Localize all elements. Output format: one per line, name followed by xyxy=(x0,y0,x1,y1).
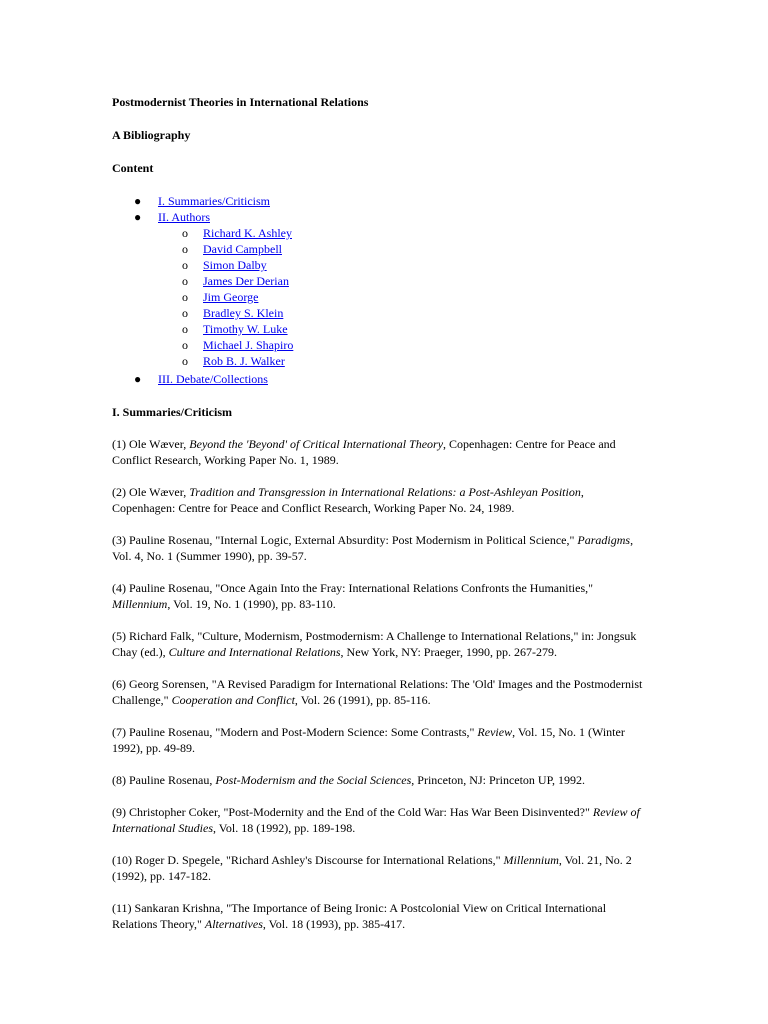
author-link-ashley[interactable]: Richard K. Ashley xyxy=(203,226,292,240)
circle-bullet-icon: o xyxy=(182,258,188,272)
toc-subitem xyxy=(158,257,652,273)
bib-entry xyxy=(112,900,647,932)
entry-text: , New York, NY: Praeger, 1990, pp. 267-279. xyxy=(340,645,557,659)
entry-text: (11) Sankaran Krishna, "The Importance of Being Ironic: A Postcolonial View on Critical International Relations Theory," xyxy=(112,901,607,931)
toc-item-authors xyxy=(112,209,652,369)
entry-text: , Vol. 18 (1993), pp. 385-417. xyxy=(262,917,406,931)
author-link-campbell[interactable]: David Campbell xyxy=(203,242,282,256)
entry-text: , Copenhagen: Centre for Peace and Conflict Research, Working Paper No. 1, 1989. xyxy=(112,437,616,467)
bib-entry xyxy=(112,436,647,468)
entry-text: (1) Ole Wæver, xyxy=(112,437,190,451)
document-body xyxy=(112,94,652,948)
bullet-icon: ● xyxy=(134,210,142,224)
page-subtitle: A Bibliography xyxy=(112,128,191,142)
circle-bullet-icon: o xyxy=(182,322,188,336)
bullet-icon: ● xyxy=(134,194,142,208)
bib-entry xyxy=(112,804,647,836)
content-heading: Content xyxy=(112,161,154,175)
entry-title: Review of International Studies xyxy=(112,805,640,835)
toc-subitem xyxy=(158,353,652,369)
entry-title: Culture and International Relations xyxy=(168,645,341,659)
toc-subitem xyxy=(158,321,652,337)
circle-bullet-icon: o xyxy=(182,242,188,256)
toc-item-summaries xyxy=(112,193,652,209)
toc-subitem xyxy=(158,273,652,289)
entry-title: Alternatives xyxy=(204,917,263,931)
entry-title: Review xyxy=(477,725,513,739)
toc-link-authors[interactable]: II. Authors xyxy=(158,210,210,224)
toc-link-summaries[interactable]: I. Summaries/Criticism xyxy=(158,194,270,208)
bib-entry xyxy=(112,772,647,788)
entry-text: (9) Christopher Coker, "Post-Modernity and the End of the Cold War: Has War Been Disinvented?" xyxy=(112,805,593,819)
entry-title: Cooperation and Conflict xyxy=(171,693,295,707)
toc-subitem xyxy=(158,225,652,241)
entry-text: (4) Pauline Rosenau, "Once Again Into the Fray: International Relations Confronts the Humanities," xyxy=(112,581,594,595)
entry-title: Millennium xyxy=(503,853,559,867)
author-link-luke[interactable]: Timothy W. Luke xyxy=(203,322,288,336)
bib-entry xyxy=(112,852,647,884)
entry-text: (5) Richard Falk, "Culture, Modernism, Postmodernism: A Challenge to International Relations," in: Jongsuk Chay (ed.), xyxy=(112,629,637,659)
entry-title: Tradition and Transgression in International Relations: a Post-Ashleyan Position xyxy=(189,485,581,499)
entry-text: (2) Ole Wæver, xyxy=(112,485,190,499)
entry-text: , Vol. 26 (1991), pp. 85-116. xyxy=(294,693,431,707)
toc-subitem xyxy=(158,305,652,321)
author-link-shapiro[interactable]: Michael J. Shapiro xyxy=(203,338,294,352)
entry-text: (7) Pauline Rosenau, "Modern and Post-Modern Science: Some Contrasts," xyxy=(112,725,478,739)
toc-item-debate xyxy=(112,371,652,387)
bib-entry xyxy=(112,484,647,516)
bib-entry xyxy=(112,676,647,708)
bib-entry xyxy=(112,580,647,612)
author-link-der-derian[interactable]: James Der Derian xyxy=(203,274,289,288)
toc-subitem xyxy=(158,337,652,353)
circle-bullet-icon: o xyxy=(182,338,188,352)
bib-entry xyxy=(112,724,647,756)
bullet-icon: ● xyxy=(134,372,142,386)
page-title: Postmodernist Theories in International Relations xyxy=(112,95,369,109)
entry-text: , Copenhagen: Centre for Peace and Conflict Research, Working Paper No. 24, 1989. xyxy=(112,485,584,515)
entry-text: (6) Georg Sorensen, "A Revised Paradigm for International Relations: The 'Old' Images and the Postmodernist Challenge," xyxy=(112,677,643,707)
entry-text: , Princeton, NJ: Princeton UP, 1992. xyxy=(411,773,585,787)
bib-entry xyxy=(112,532,647,564)
entry-text: (3) Pauline Rosenau, "Internal Logic, External Absurdity: Post Modernism in Political Science," xyxy=(112,533,578,547)
entry-title: Post-Modernism and the Social Sciences xyxy=(215,773,412,787)
circle-bullet-icon: o xyxy=(182,290,188,304)
author-link-dalby[interactable]: Simon Dalby xyxy=(203,258,267,272)
toc-subitem xyxy=(158,289,652,305)
author-link-klein[interactable]: Bradley S. Klein xyxy=(203,306,284,320)
section-heading-summaries: I. Summaries/Criticism xyxy=(112,405,232,419)
authors-sublist xyxy=(158,225,652,369)
entry-text: , Vol. 19, No. 1 (1990), pp. 83-110. xyxy=(167,597,336,611)
entry-text: (8) Pauline Rosenau, xyxy=(112,773,216,787)
table-of-contents xyxy=(112,193,652,387)
bib-entry xyxy=(112,628,647,660)
entry-title: Paradigms xyxy=(577,533,631,547)
entry-title: Beyond the 'Beyond' of Critical International Theory xyxy=(189,437,444,451)
entry-text: , Vol. 21, No. 2 (1992), pp. 147-182. xyxy=(112,853,632,883)
circle-bullet-icon: o xyxy=(182,274,188,288)
circle-bullet-icon: o xyxy=(182,226,188,240)
toc-subitem xyxy=(158,241,652,257)
circle-bullet-icon: o xyxy=(182,306,188,320)
toc-link-debate[interactable]: III. Debate/Collections xyxy=(158,372,268,386)
author-link-walker[interactable]: Rob B. J. Walker xyxy=(203,354,285,368)
entry-text: , Vol. 15, No. 1 (Winter 1992), pp. 49-89. xyxy=(112,725,625,755)
entry-text: (10) Roger D. Spegele, "Richard Ashley's Discourse for International Relations," xyxy=(112,853,504,867)
entry-text: , Vol. 4, No. 1 (Summer 1990), pp. 39-57. xyxy=(112,533,634,563)
entry-title: Millennium xyxy=(112,597,168,611)
author-link-george[interactable]: Jim George xyxy=(203,290,259,304)
circle-bullet-icon: o xyxy=(182,354,188,368)
entry-text: , Vol. 18 (1992), pp. 189-198. xyxy=(213,821,356,835)
